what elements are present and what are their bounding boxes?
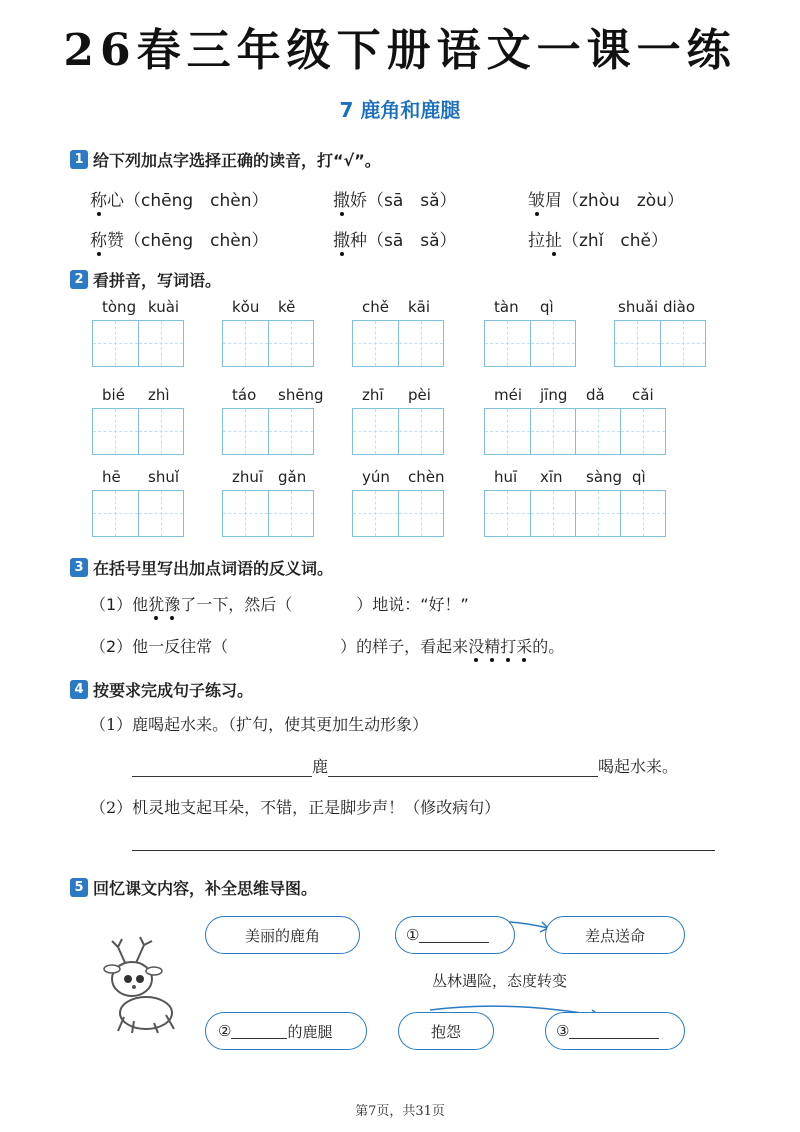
q4-line-2-end: 喝起水来。 (598, 757, 679, 776)
writing-cell[interactable] (485, 409, 530, 454)
q1-item (528, 226, 668, 251)
pinyin-label: xīn (540, 468, 563, 486)
writing-cell[interactable] (530, 321, 575, 366)
tian-zi-ge-box[interactable] (222, 408, 314, 455)
pinyin-label: zhī (362, 386, 384, 404)
node-1-blank[interactable] (419, 928, 489, 943)
pinyin-label: huī (494, 468, 518, 486)
writing-cell[interactable] (620, 491, 665, 536)
mind-map-node-complain: 抱怨 (398, 1012, 494, 1050)
q1-item (90, 186, 269, 211)
dotted-char: 精 (484, 634, 500, 657)
pinyin-label: bié (102, 386, 125, 404)
q4-line-2-mid: 鹿 (312, 757, 329, 776)
q3-line-2-a: （2）他一反往常（ ）的样子，看起来 (90, 637, 469, 656)
pinyin-label: kuài (148, 298, 180, 316)
q3-line-2-b: 的。 (532, 637, 565, 656)
q5-heading (70, 876, 317, 899)
writing-cell[interactable] (485, 321, 530, 366)
q1-item-post: 眉（zhòu zòu） (545, 191, 684, 211)
pinyin-label: jīng (540, 386, 568, 404)
writing-cell[interactable] (353, 491, 398, 536)
pinyin-label: cǎi (632, 386, 654, 404)
q4-number-badge: 4 (70, 680, 88, 699)
tian-zi-ge-box[interactable] (484, 408, 666, 455)
q3-number-badge: 3 (70, 558, 88, 577)
writing-cell[interactable] (268, 491, 313, 536)
node-1-number: ① (406, 926, 420, 944)
q1-item (333, 226, 457, 251)
pinyin-label: kāi (408, 298, 431, 316)
pinyin-label: chě (362, 298, 389, 316)
q3-line-1-a: （1）他 (90, 595, 149, 614)
pinyin-label: yún (362, 468, 390, 486)
tian-zi-ge-box[interactable] (484, 320, 576, 367)
tian-zi-ge-box[interactable] (484, 490, 666, 537)
pinyin-label: tàn (494, 298, 519, 316)
q1-item-dotted-char: 称 (90, 186, 107, 211)
writing-cell[interactable] (530, 491, 575, 536)
q1-item-post: 娇（sā sǎ） (350, 191, 457, 211)
writing-cell[interactable] (223, 321, 268, 366)
mind-map-node-blank-1[interactable] (395, 916, 515, 954)
q3-line-2-dotted-word (468, 637, 532, 656)
tian-zi-ge-box[interactable] (352, 320, 444, 367)
mind-map-node-near-death: 差点送命 (545, 916, 685, 954)
tian-zi-ge-box[interactable] (92, 490, 184, 537)
q1-item-post: 赞（chēng chèn） (107, 231, 269, 251)
q4-blank-b[interactable] (328, 758, 598, 777)
pinyin-label: shuǎi diào (618, 298, 696, 316)
q3-line-1-b: 了一下，然后（ ）地说：“好！” (180, 595, 469, 614)
dotted-char: 采 (516, 634, 532, 657)
writing-cell[interactable] (530, 409, 575, 454)
pinyin-label: dǎ (586, 386, 605, 404)
pinyin-label: sàng (586, 468, 623, 486)
writing-cell[interactable] (268, 321, 313, 366)
q1-number-badge: 1 (70, 150, 88, 169)
q1-instruction: 给下列加点字选择正确的读音，打“√”。 (93, 151, 381, 170)
writing-cell[interactable] (398, 321, 443, 366)
writing-cell[interactable] (223, 491, 268, 536)
q5-instruction: 回忆课文内容，补全思维导图。 (93, 879, 318, 898)
pinyin-label: shuǐ (148, 468, 179, 486)
q4-line-3: （2）机灵地支起耳朵，不错，正是脚步声！（修改病句） (90, 798, 501, 817)
dotted-char: 没 (468, 634, 484, 657)
q1-item-dotted-char: 扯 (545, 226, 562, 251)
q2-heading (70, 268, 221, 291)
q4-instruction: 按要求完成句子练习。 (93, 681, 254, 700)
tian-zi-ge-box[interactable] (222, 490, 314, 537)
q4-blank-a[interactable] (132, 758, 312, 777)
q1-item (528, 186, 684, 211)
pinyin-label: pèi (408, 386, 431, 404)
node-3-number: ③ (556, 1022, 570, 1040)
pinyin-label: kǒu (232, 298, 260, 316)
q3-instruction: 在括号里写出加点词语的反义词。 (93, 559, 334, 578)
q4-heading (70, 678, 253, 701)
q4-answer-line-1 (132, 754, 678, 777)
writing-cell[interactable] (485, 491, 530, 536)
node-2-tail: 的鹿腿 (287, 1022, 333, 1041)
q3-line-1 (90, 592, 469, 615)
q1-item-dotted-char: 撒 (333, 226, 350, 251)
writing-cell[interactable] (398, 491, 443, 536)
node-3-blank[interactable] (569, 1024, 659, 1039)
pinyin-label: shēng (278, 386, 324, 404)
dotted-char: 犹 (148, 592, 164, 615)
writing-cell[interactable] (575, 491, 620, 536)
writing-cell[interactable] (138, 321, 183, 366)
writing-cell[interactable] (398, 409, 443, 454)
writing-cell[interactable] (620, 409, 665, 454)
mind-map-node-blank-2[interactable] (205, 1012, 367, 1050)
writing-cell[interactable] (93, 491, 138, 536)
pinyin-label: kě (278, 298, 296, 316)
q3-heading (70, 556, 333, 579)
mind-map-middle-caption: 丛林遇险，态度转变 (432, 972, 568, 990)
dotted-char: 豫 (164, 592, 180, 615)
pinyin-label: tòng (102, 298, 137, 316)
pinyin-label: chèn (408, 468, 445, 486)
q4-line-1: （1）鹿喝起水来。（扩句，使其更加生动形象） (90, 715, 429, 734)
writing-cell[interactable] (268, 409, 313, 454)
writing-cell[interactable] (615, 321, 660, 366)
pinyin-label: méi (494, 386, 523, 404)
q1-item-dotted-char: 称 (90, 226, 107, 251)
writing-cell[interactable] (353, 321, 398, 366)
q1-item-post: （zhǐ chě） (562, 231, 669, 251)
pinyin-label: gǎn (278, 468, 307, 486)
lesson-title: 7 鹿角和鹿腿 (339, 98, 461, 122)
q3-line-1-dotted-word (148, 595, 180, 614)
q2-number-badge: 2 (70, 270, 88, 289)
writing-cell[interactable] (138, 491, 183, 536)
q1-item (90, 226, 269, 251)
writing-cell[interactable] (93, 409, 138, 454)
q5-number-badge: 5 (70, 878, 88, 897)
tian-zi-ge-box[interactable] (92, 408, 184, 455)
tian-zi-ge-box[interactable] (92, 320, 184, 367)
pinyin-label: qì (632, 468, 646, 486)
pinyin-label: zhuī (232, 468, 264, 486)
dotted-char: 打 (500, 634, 516, 657)
q1-item-post: 心（chēng chèn） (107, 191, 269, 211)
page-footer: 第7页，共31页 (355, 1104, 445, 1119)
writing-cell[interactable] (138, 409, 183, 454)
writing-cell[interactable] (93, 321, 138, 366)
pinyin-label: zhì (148, 386, 170, 404)
tian-zi-ge-box[interactable] (222, 320, 314, 367)
q1-item (333, 186, 457, 211)
writing-cell[interactable] (575, 409, 620, 454)
q3-line-2 (90, 634, 564, 657)
q2-instruction: 看拼音，写词语。 (93, 271, 222, 290)
q1-item-dotted-char: 撒 (333, 186, 350, 211)
mind-map-node-blank-3[interactable] (545, 1012, 685, 1050)
node-2-blank[interactable] (231, 1024, 287, 1039)
tian-zi-ge-box[interactable] (614, 320, 706, 367)
deer-illustration (96, 935, 188, 1035)
pinyin-label: qì (540, 298, 554, 316)
page-header-title: 26春三年级下册语文一课一练 (63, 25, 737, 76)
q1-item-dotted-char: 皱 (528, 186, 545, 211)
q1-item-pre: 拉 (528, 231, 545, 251)
q1-heading (70, 148, 381, 171)
writing-cell[interactable] (660, 321, 705, 366)
writing-cell[interactable] (353, 409, 398, 454)
writing-cell[interactable] (223, 409, 268, 454)
mind-map-node-beautiful-antlers: 美丽的鹿角 (205, 916, 360, 954)
q4-blank-c[interactable] (132, 842, 715, 851)
node-2-number: ② (218, 1022, 232, 1040)
pinyin-label: hē (102, 468, 121, 486)
q1-item-post: 种（sā sǎ） (350, 231, 457, 251)
tian-zi-ge-box[interactable] (352, 408, 444, 455)
pinyin-label: táo (232, 386, 257, 404)
tian-zi-ge-box[interactable] (352, 490, 444, 537)
